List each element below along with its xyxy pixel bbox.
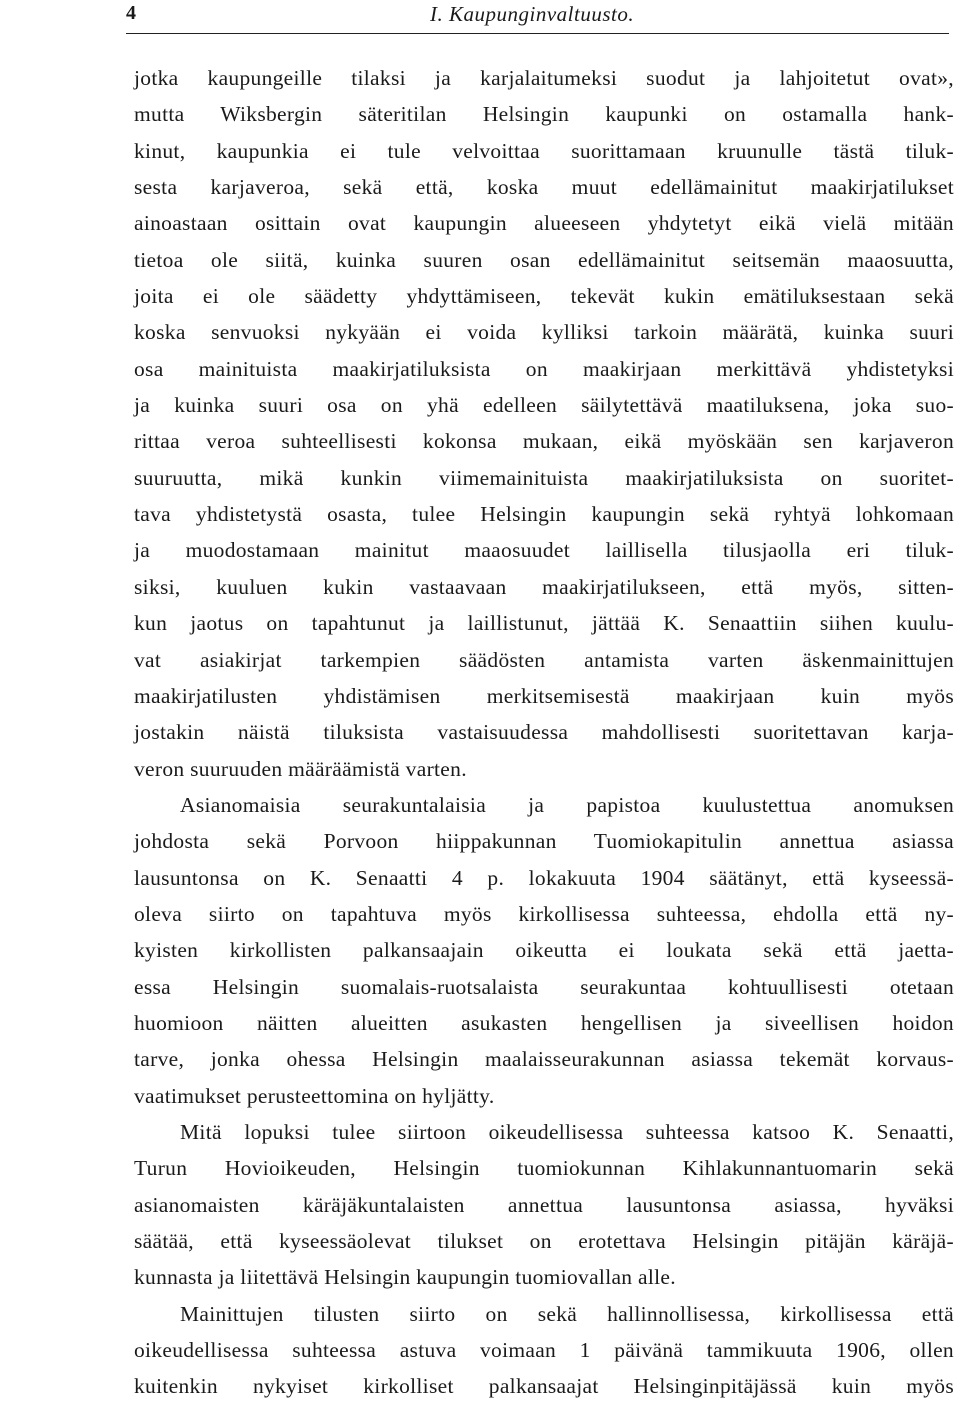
text-line: oikeudellisessa suhteessa astuva voimaan 1 päivänä tammikuuta 1906, ollen	[134, 1338, 954, 1363]
text-line: joita ei ole säädetty yhdyttämiseen, tekevät kukin emätiluksestaan sekä	[134, 284, 954, 309]
header-rule	[126, 33, 949, 34]
text-line: mutta Wiksbergin säteritilan Helsingin kaupunki on ostamalla hank-	[134, 102, 954, 127]
body-text	[134, 60, 954, 1405]
text-line: jotka kaupungeille tilaksi ja karjalaitumeksi suodut ja lahjoitetut ovat»,	[134, 66, 954, 90]
text-line: essa Helsingin suomalais-ruotsalaista seurakuntaa kohtuullisesti otetaan	[134, 974, 954, 999]
text-line: huomioon näitten alueitten asukasten hengellisen ja siveellisen hoidon	[134, 1010, 954, 1035]
text-line: ja kuinka suuri osa on yhä edelleen säilytettävä maatiluksena, joka suo-	[134, 393, 954, 418]
text-line: Mainittujen tilusten siirto on sekä hallinnollisessa, kirkollisessa että	[180, 1301, 954, 1326]
text-line: koska senvuoksi nykyään ei voida kylliksi tarkoin määrätä, kuinka suuri	[134, 320, 954, 345]
text-line: kinut, kaupunkia ei tule velvoittaa suorittamaan kruunulle tästä tiluk-	[134, 138, 954, 163]
text-line: johdosta sekä Porvoon hiippakunnan Tuomiokapitulin annettua asiassa	[134, 829, 954, 854]
text-line: Asianomaisia seurakuntalaisia ja papistoa kuulustettua anomuksen	[180, 792, 954, 817]
text-line: kunnasta ja liitettävä Helsingin kaupungin tuomiovallan alle.	[134, 1265, 676, 1290]
text-line: Mitä lopuksi tulee siirtoon oikeudellisessa suhteessa katsoo K. Senaatti,	[180, 1119, 954, 1144]
page-header	[0, 0, 960, 40]
text-line: vaatimukset perusteettomina on hyljätty.	[134, 1083, 495, 1108]
text-line: suuruutta, mikä kunkin viimemainituista maakirjatiluksista on suoritet-	[134, 465, 954, 490]
text-line: maakirjatilusten yhdistämisen merkitsemisestä maakirjaan kuin myös	[134, 683, 954, 708]
text-line: tietoa ole siitä, kuinka suuren osan edellämainitut seitsemän maaosuutta,	[134, 247, 954, 272]
text-line: oleva siirto on tapahtuva myös kirkollisessa suhteessa, ehdolla että ny-	[134, 901, 954, 926]
text-line: tava yhdistetystä osasta, tulee Helsingin kaupungin sekä ryhtyä lohkomaan	[134, 502, 954, 527]
page-number: 4	[126, 2, 136, 24]
text-line: säätää, että kyseessäolevat tilukset on erotettava Helsingin pitäjän käräjä-	[134, 1229, 954, 1253]
running-head: I. Kaupunginvaltuusto.	[430, 2, 635, 26]
text-line: Turun Hovioikeuden, Helsingin tuomiokunnan Kihlakunnantuomarin sekä	[134, 1156, 954, 1181]
text-line: sesta karjaveroa, sekä että, koska muut edellämainitut maakirjatilukset	[134, 175, 954, 200]
text-line: kuitenkin nykyiset kirkolliset palkansaajat Helsinginpitäjässä kuin myös	[134, 1374, 954, 1399]
text-line: asianomaisten käräjäkuntalaisten annettua lausuntonsa asiassa, hyväksi	[134, 1192, 954, 1217]
text-line: kyisten kirkollisten palkansaajain oikeutta ei loukata sekä että jaetta-	[134, 938, 954, 963]
text-line: kun jaotus on tapahtunut ja laillistunut, jättää K. Senaattiin siihen kuulu-	[134, 611, 954, 636]
text-line: rittaa veroa suhteellisesti kokonsa mukaan, eikä myöskään sen karjaveron	[134, 429, 954, 454]
text-line: lausuntonsa on K. Senaatti 4 p. lokakuuta 1904 säätänyt, että kyseessä-	[134, 865, 954, 890]
text-line: siksi, kuuluen kukin vastaavaan maakirjatilukseen, että myös, sitten-	[134, 574, 954, 599]
text-line: ainoastaan osittain ovat kaupungin alueeseen yhdytetyt eikä vielä mitään	[134, 211, 954, 236]
text-line: jostakin näistä tiluksista vastaisuudessa mahdollisesti suoritettavan karja-	[134, 720, 954, 745]
text-line: veron suuruuden määräämistä varten.	[134, 756, 467, 781]
text-line: tarve, jonka ohessa Helsingin maalaisseurakunnan asiassa tekemät korvaus-	[134, 1047, 954, 1072]
text-line: vat asiakirjat tarkempien säädösten antamista varten äskenmainittujen	[134, 647, 954, 672]
text-line: ja muodostamaan mainitut maaosuudet laillisella tilusjaolla eri tiluk-	[134, 538, 954, 563]
text-line: osa mainituista maakirjatiluksista on maakirjaan merkittävä yhdistetyksi	[134, 356, 954, 381]
